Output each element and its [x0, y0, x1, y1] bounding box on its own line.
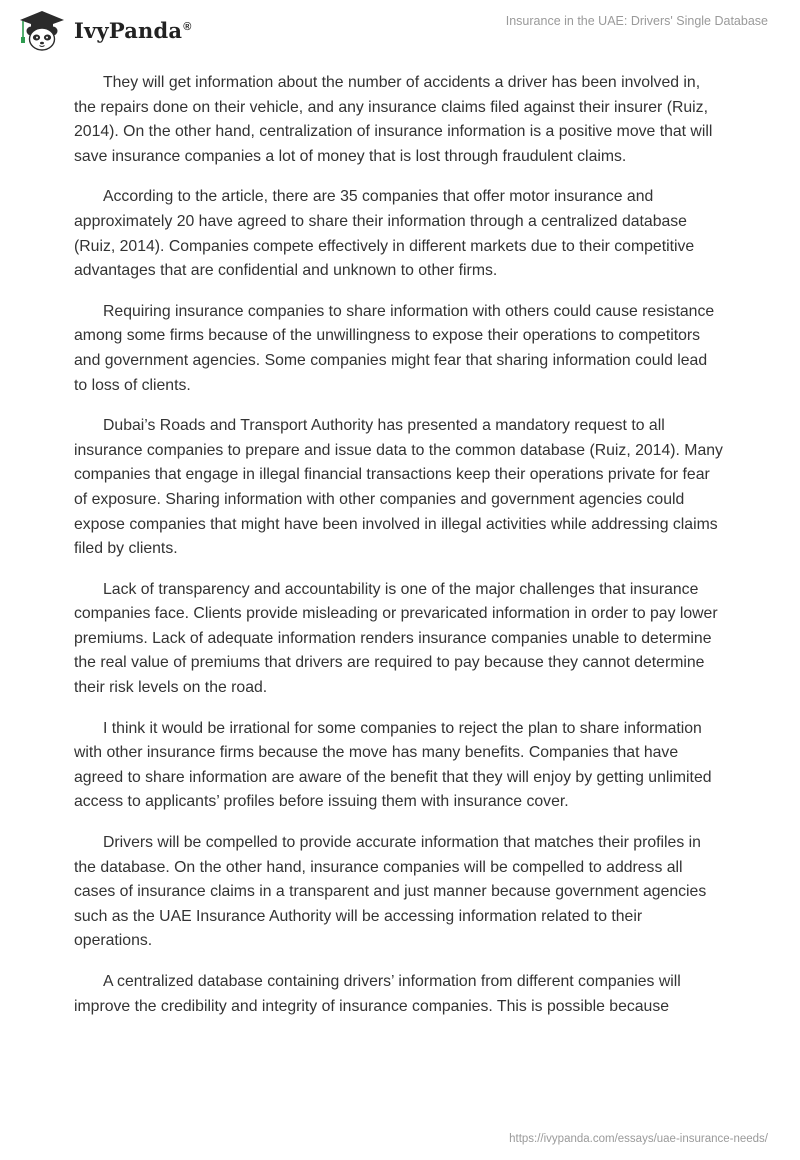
essay-paragraph: Drivers will be compelled to provide accurate information that matches their profiles in the database. On the other hand, insurance companies will be compelled to address all cases of insurance claims in a transparent and just manner because government agencies such as the UAE Insurance Authority will be accessing information related to their operations.: [74, 834, 707, 950]
brand-logo[interactable]: [14, 8, 192, 52]
essay-paragraph: According to the article, there are 35 companies that offer motor insurance and approximately 20 have agreed to share their information through a centralized database (Ruiz, 2014). Companies compete effectively in different markets due to their competitive advantages that are confidential and unknown to other firms.: [74, 188, 695, 280]
essay-paragraph: They will get information about the number of accidents a driver has been involved in, the repairs done on their vehicle, and any insurance claims filed against their insurer (Ruiz, 2014). On the other hand, centralization of insurance information is a positive move that will save insurance companies a lot of money that is lost through fraudulent claims.: [74, 74, 713, 165]
essay-paragraph: Dubai’s Roads and Transport Authority has presented a mandatory request to all insurance companies to prepare and issue data to the common database (Ruiz, 2014). Many companies that engage in illegal financial transactions keep their operations private for fear of exposure. Sharing information with other companies and government agencies could expose companies that might have been involved in illegal activities while addressing claims filed by clients.: [74, 417, 723, 558]
essay-paragraph: Requiring insurance companies to share information with others could cause resistance among some firms because of the unwillingness to expose their operations to competitors and government agencies. Some companies might fear that sharing information could lead to loss of clients.: [74, 302, 715, 394]
page-header: [0, 0, 800, 60]
essay-body: [74, 71, 724, 1035]
brand-name: IvyPanda®: [74, 17, 192, 43]
panda-graduate-icon: [14, 8, 70, 52]
essay-paragraph: A centralized database containing drivers’ information from different companies will improve the credibility and integrity of insurance companies. This is possible because: [74, 973, 681, 1015]
essay-paragraph: I think it would be irrational for some companies to reject the plan to share information with other insurance firms because the move has many benefits. Companies that have agreed to share information are aware of the benefit that they will enjoy by getting unlimited access to applicants’ profiles before issuing them with insurance cover.: [74, 719, 712, 811]
essay-paragraph: Lack of transparency and accountability is one of the major challenges that insurance companies face. Clients provide misleading or prevaricated information in order to pay lower premiums. Lack of adequate information renders insurance companies unable to determine the real value of premiums that drivers are required to pay because they cannot determine their risk levels on the road.: [74, 580, 718, 697]
source-url: https://ivypanda.com/essays/uae-insurance-needs/: [509, 1133, 768, 1145]
registered-mark: ®: [183, 20, 192, 33]
document-title: Insurance in the UAE: Drivers' Single Database: [505, 14, 768, 28]
